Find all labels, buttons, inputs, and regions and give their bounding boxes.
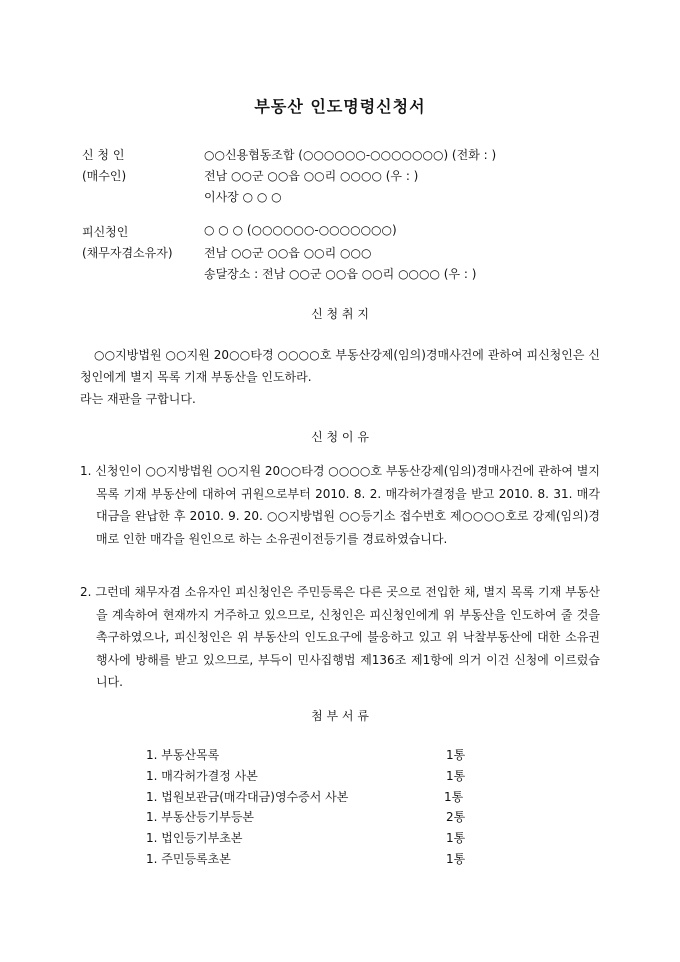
reason-text-2: 2. 그런데 채무자겸 소유자인 피신청인은 주민등록은 다른 곳으로 전입한 채, 별지 목록 기재 부동산을 계속하여 현재까지 거주하고 있으므로, 신청인은 피신청인에게 위 부동산을 인도하여 줄 것을 촉구하였으나, 피신청인은 위 부동산의 인도요구에 불응하고 있고 위 낙찰부동산에 대한 소유권행사에 방해를 받고 있으므로, 부득이 민사집행법 제136조 제1항에 의거 이건 신청에 이르렀습니다. bbox=[80, 585, 600, 689]
respondent-line3: 송달장소 : 전남 ○○군 ○○읍 ○○리 ○○○○ (우 : ) bbox=[204, 267, 477, 281]
applicant-line2: 전남 ○○군 ○○읍 ○○리 ○○○○ (우 : ) bbox=[204, 169, 419, 183]
purpose-heading: 신 청 취 지 bbox=[311, 307, 369, 321]
attachment-name: 1. 주민등록초본 bbox=[146, 852, 231, 866]
attachment-name: 1. 부동산목록 bbox=[146, 748, 220, 762]
attachment-count: 1통 bbox=[446, 748, 466, 762]
attachment-name: 1. 매각허가결정 사본 bbox=[146, 769, 258, 783]
respondent-line1: ○ ○ ○ (○○○○○○-○○○○○○○) bbox=[204, 223, 397, 237]
attachment-count: 2통 bbox=[446, 810, 466, 824]
respondent-label: 피신청인 bbox=[82, 225, 129, 239]
attachment-count: 1통 bbox=[446, 769, 466, 783]
attachment-row bbox=[146, 746, 476, 766]
attachment-row bbox=[146, 767, 476, 787]
applicant-line3: 이사장 ○ ○ ○ bbox=[204, 190, 282, 204]
attachment-name: 1. 법원보관금(매각대금)영수증서 사본 bbox=[146, 790, 349, 804]
purpose-closing: 라는 재판을 구합니다. bbox=[80, 392, 196, 406]
attachment-row bbox=[146, 788, 476, 808]
applicant-line1: ○○신용협동조합 (○○○○○○-○○○○○○○) (전화 : ) bbox=[204, 148, 497, 162]
attachment-count: 1통 bbox=[444, 790, 464, 804]
applicant-role: (매수인) bbox=[82, 169, 127, 183]
attachment-count: 1통 bbox=[446, 831, 466, 845]
attachment-row bbox=[146, 850, 476, 870]
reason-text-1: 1. 신청인이 ○○지방법원 ○○지원 20○○타경 ○○○○호 부동산강제(임의)경매사건에 관하여 별지 목록 기재 부동산에 대하여 귀원으로부터 2010. 8. 2. 매각허가결정을 받고 2010. 8. 31. 매각대금을 완납한 후 2010. 9. 20. ○○지방법원 ○○등기소 접수번호 제○○○○호로 강제(임의)경매로 인한 매각을 원인으로 하는 소유권이전등기를 경료하였습니다. bbox=[80, 464, 600, 546]
attachment-name: 1. 법인등기부초본 bbox=[146, 831, 243, 845]
reasons-heading: 신 청 이 유 bbox=[311, 430, 369, 444]
applicant-label: 신 청 인 bbox=[82, 148, 125, 162]
reason-item-1 bbox=[80, 460, 600, 550]
attachment-row bbox=[146, 829, 476, 849]
attachment-name: 1. 부동산등기부등본 bbox=[146, 810, 255, 824]
purpose-body bbox=[80, 344, 600, 410]
purpose-text: ○○지방법원 ○○지원 20○○타경 ○○○○호 부동산강제(임의)경매사건에 관하여 피신청인은 신청인에게 별지 목록 기재 부동산을 인도하라. bbox=[80, 348, 600, 384]
reason-item-2 bbox=[80, 581, 600, 694]
page-title: 부동산 인도명령신청서 bbox=[254, 97, 426, 116]
attachments-heading: 첨 부 서 류 bbox=[311, 709, 369, 723]
respondent-role: (채무자겸소유자) bbox=[82, 246, 173, 260]
respondent-line2: 전남 ○○군 ○○읍 ○○리 ○○○ bbox=[204, 246, 372, 260]
attachment-count: 1통 bbox=[446, 852, 466, 866]
attachment-row bbox=[146, 808, 476, 828]
